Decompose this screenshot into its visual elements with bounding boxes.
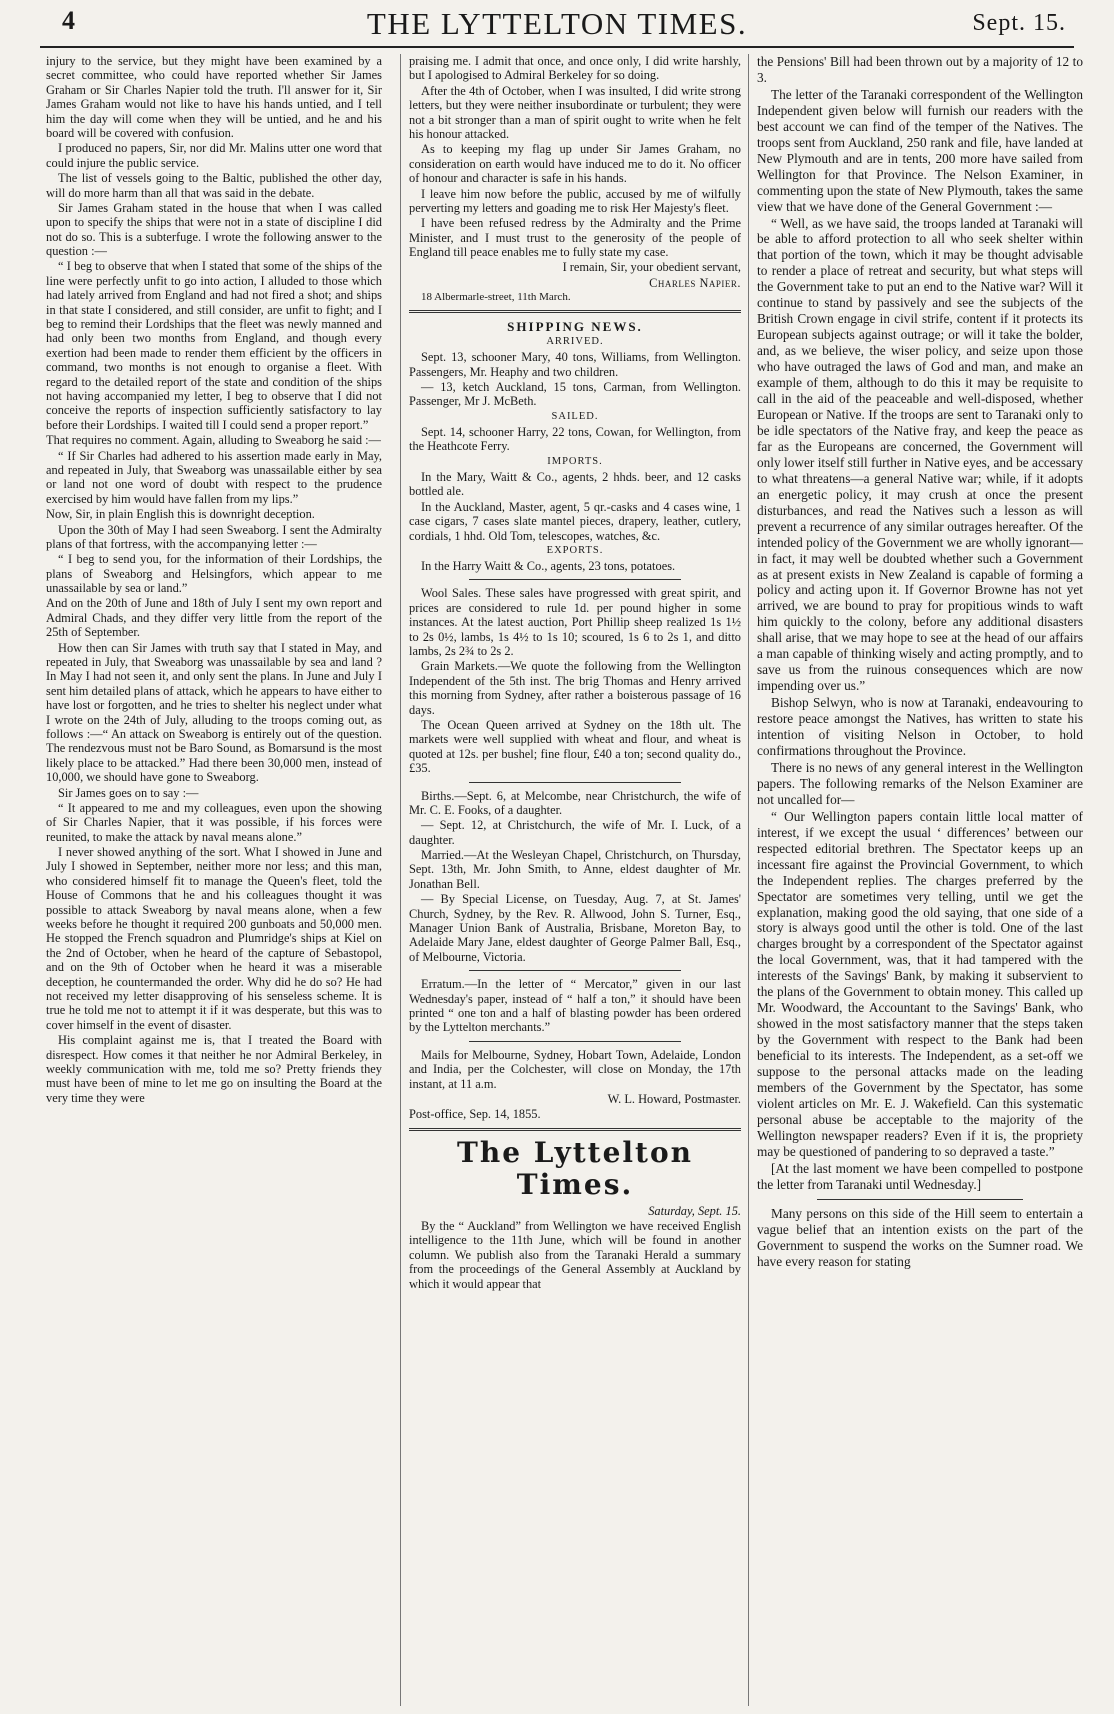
paragraph: [At the last moment we have been compelled to postpone the letter from Taranaki until Wednesday.]	[757, 1160, 1083, 1192]
page-header	[40, 6, 1074, 48]
shipping-entry: In the Harry Waitt & Co., agents, 23 tons, potatoes.	[421, 559, 676, 574]
letter-signature: Charles Napier.	[649, 275, 741, 290]
paragraph: I leave him now before the public, accused by me of wilfully perverting my letters and goading me to risk Her Majesty's fleet.	[409, 186, 741, 215]
shipping-entry: Sept. 13, schooner Mary, 40 tons, Williams, from Wellington. Passengers, Mr. Heaphy and two children.	[409, 350, 741, 379]
column-1	[46, 54, 382, 1706]
column-3	[748, 54, 1083, 1706]
paragraph: injury to the service, but they might have been examined by a secret committee, who could have reported whether Sir James Graham or Sir Charles Napier told the truth. I'll answer for it, Sir James Graham would not like to have his hands untied, and I tell him the day will come when they will be untied, and he and his board will be covered with confusion.	[46, 54, 382, 140]
paragraph: “ It appeared to me and my colleagues, even upon the showing of Sir Charles Napier, that it was possible, if his forces were reunited, to make the attack by naval means alone.”	[46, 800, 382, 844]
paragraph: How then can Sir James with truth say that I stated in May, and repeated in July, that Sweaborg was unassailable by sea and land ? In May I had not seen it, and only sent the plans. In June and July I sent him detailed plans of attack, which he appears to have either to have lost or forgotten, and he tries to shelter his neglect under what I wrote on the 24th of July, alluding to the troops coming out, as follows :—“ An attack on Sweaborg is entirely out of the question. The rendezvous must not be Baro Sound, as Bomarsund is the most likely place to be attacked.” Had there been 30,000 men, instead of 10,000, we should have gone to Sweaborg.	[46, 640, 382, 785]
notice: — By Special License, on Tuesday, Aug. 7, at St. James' Church, Sydney, by the Rev. R. Allwood, John S. Turner, Esq., Manager Union Bank of Australia, Brisbane, Moreton Bay, to Adelaide Mary Jane, eldest daughter of George Palmer Ball, Esq., of Melbourne, Victoria.	[409, 892, 741, 964]
arrived-subhead: ARRIVED.	[546, 336, 604, 348]
editorial-paragraph: By the “ Auckland” from Wellington we have received English intelligence to the 11th June, which will be found in another column. We publish also from the Taranaki Herald a summary from the proceedings of the General Assembly at Auckland by which it would appear that	[409, 1219, 741, 1291]
paragraph: the Pensions' Bill had been thrown out by a majority of 12 to 3.	[757, 54, 1083, 85]
notice: Grain Markets.—We quote the following from the Wellington Independent of the 5th inst. The brig Thomas and Henry arrived this morning from Sydney, after rather a boisterous passage of 16 days.	[409, 659, 741, 717]
divider	[469, 1041, 681, 1042]
divider	[409, 1128, 741, 1131]
notice: Married.—At the Wesleyan Chapel, Christchurch, on Thursday, Sept. 13th, Mr. John Smith, to Anne, eldest daughter of Mr. Jonathan Bell.	[409, 848, 741, 891]
notice: Wool Sales. These sales have progressed with great spirit, and prices are considered to rule 1d. per pound higher in some instances. At the latest auction, Port Phillip sheep realized 1s 1½ to 2s 0½, lambs, 1s 4½ to 1s 10; scoured, 1s 6 to 2s 1, and ditto lambs, 2s 2¾ to 2s 2.	[409, 586, 741, 659]
paragraph: Many persons on this side of the Hill seem to entertain a vague belief that an intention exists on the part of the Government to suspend the works on the Sumner road. We have every reason for stating	[757, 1205, 1083, 1269]
divider	[469, 970, 681, 971]
paragraph: “ I beg to observe that when I stated that some of the ships of the line were perfectly unfit to go into action, I alluded to those which had lately arrived from England and had not fired a shot; and ships in that state I considered, and still consider, are unfit to fight; and I beg to remind their Lordships that the fleet was newly manned and had only been two months from England, and though every exertion had been made to render them efficient by the officers in command, two months is not enough to organise a fleet. With regard to the detailed report of the state and condition of the ships not having accompanied my letter, I beg to observe that I did not conceive the reports of inspection sufficiently satisfactory to lay before their Lordships. I waited till I could send a proper report.”	[46, 259, 382, 432]
paragraph: Now, Sir, in plain English this is downright deception.	[46, 507, 315, 522]
column-2	[400, 54, 741, 1706]
paragraph: “ Our Wellington papers contain little local matter of interest, if we except the usual ‘ differences’ between our respected editorial brethren. The Spectator keeps up an incessant fire against the Provincial Government, to which the Independent replies. The charges preferred by the Spectator are sometimes very telling, until we get the explanation, making good the old saying, that one side of a story is always good until the other is told. One of the last charges brought by a correspondent of the Spectator against the local Government, was, that it had tampered with the interests of the Savings' Bank, by making it subservient to the plans of the Government to obtain money. This called up Mr. Woodward, the Accountant to the Savings' Bank, who showed in the most satisfactory manner that the steps taken by the Government with respect to the Bank had been beneficial to its interests. The Independent, as a set-off we suppose to the personal attacks made on the leading members of the Government by the Spectator, has some violent articles on Mr. E. J. Wakefield. Can this systematic personal abuse be acceptable to the majority of the Wellington newspaper readers? Even if it is, the propriety may be questioned of pandering to so depraved a taste.”	[757, 808, 1083, 1159]
paragraph: There is no news of any general interest in the Wellington papers. The following remarks of the Nelson Examiner are not uncalled for—	[757, 759, 1083, 807]
paragraph: As to keeping my flag up under Sir James Graham, no consideration on earth would have induced me to do it. No officer of honour and character is safe in his hands.	[409, 142, 741, 186]
paragraph: I have been refused redress by the Admiralty and the Prime Minister, and I must trust to the generosity of the people of England till peace enables me to fully state my case.	[409, 216, 741, 260]
shipping-entry: — 13, ketch Auckland, 15 tons, Carman, from Wellington. Passenger, Mr J. McBeth.	[409, 380, 741, 409]
page-date: Sept. 15.	[972, 10, 1066, 36]
editorial-date: Saturday, Sept. 15.	[648, 1203, 741, 1218]
shipping-news-title: SHIPPING NEWS.	[507, 319, 643, 334]
notice: The Ocean Queen arrived at Sydney on the 18th ult. The markets were well supplied with wheat and flour, and wheat is quoted at 12s. per bushel; fine flour, £40 a ton; second quality do., £35.	[409, 717, 741, 776]
paragraph: I produced no papers, Sir, nor did Mr. Malins utter one word that could injure the public service.	[46, 141, 382, 170]
divider	[817, 1199, 1023, 1200]
imports-subhead: IMPORTS.	[547, 455, 603, 467]
notice: Erratum.—In the letter of “ Mercator,” given in our last Wednesday's paper, instead of “ half a ton,” it should have been printed “ one ton and a half of blasting powder has been ordered by the Lyttelton merchants.”	[409, 977, 741, 1035]
paragraph: “ Well, as we have said, the troops landed at Taranaki will be able to afford protection to all who seek shelter within that portion of the town, which it may be thought advisable to render a place of retreat and security, but what steps will the Government take to put an end to the Native war? Will it continue to stand by passively and see the subjects of the British Crown engage in civil strife, content if it protects its European subjects against outrage; or will it take the bolder, and, as we believe, the wiser policy, and seize upon those who have outraged the laws of God and man, and make an example of them, although to do this it may be requisite to call in the aid of the peaceable and well-disposed, whether European or Native. If the troops are sent to Taranaki only to be idle spectators of the Native fray, and keep the peace as far as the Europeans are concerned, the Government will only lower itself still further in Native eyes, and be accessary to what threatens—a general Native war; while, if it adopts an energetic policy, it may crush at once the present disturbances, and read the Natives such a lesson as will prevent a recurrence of any similar outrages hereafter. Of the intended policy of the Government we are wholly ignorant—in fact, it may well be doubted whether such a Government as at present exists in New Zealand is capable of forming a policy and acting upon it. If Governor Browne has not yet arrived, we are bound to pray for propitious winds to waft him quickly to the colony, before any additional disasters shall arise, that we may hope to see at the head of our affairs a man capable of thinking wisely and acting promptly, and to save us from the ruinous consequences which are now impending over us.”	[757, 215, 1083, 694]
postmaster-office: Post-office, Sep. 14, 1855.	[409, 1107, 541, 1122]
page-number: 4	[62, 6, 75, 35]
divider	[409, 310, 741, 313]
paragraph: Sir James Graham stated in the house that when I was called upon to specify the ships that were not in a state of discipline I did not do so. This is a subterfuge. I wrote the following answer to the question :—	[46, 200, 382, 259]
postmaster-name: W. L. Howard, Postmaster.	[607, 1091, 741, 1106]
shipping-entry: In the Auckland, Master, agent, 5 qr.-casks and 4 cases wine, 1 case cigars, 7 cases slate mantel pieces, drapery, leather, cutlery, cordials, 1 hhd. Old Tom, telescopes, watches, &c.	[409, 499, 741, 543]
paragraph: “ If Sir Charles had adhered to his assertion made early in May, and repeated in July, that Sweaborg was unassailable either by sea or land not one word of doubt with respect to the prudence exercised by him would have fallen from my lips.”	[46, 448, 382, 506]
editorial-masthead: The Lyttelton Times.	[457, 1135, 693, 1202]
paragraph: The list of vessels going to the Baltic, published the other day, will do more harm than all that was said in the debate.	[46, 171, 382, 200]
shipping-entry: Sept. 14, schooner Harry, 22 tons, Cowan, for Wellington, from the Heathcote Ferry.	[409, 424, 741, 454]
newspaper-title: THE LYTTELTON TIMES.	[366, 6, 748, 41]
paragraph: The letter of the Taranaki correspondent of the Wellington Independent given below will furnish our readers with the best account we can find of the temper of the Natives. The troops sent from Auckland, 250 rank and file, have landed at New Plymouth and are in tents, 200 more have sailed from Wellington for that Province. The Nelson Examiner, in commenting upon the state of New Plymouth, takes the same view that we have done of the General Government :—	[757, 86, 1083, 214]
paragraph: Upon the 30th of May I had seen Sweaborg. I sent the Admiralty plans of that fortress, with the accompanying letter :—	[46, 522, 382, 551]
paragraph: And on the 20th of June and 18th of July I sent my own report and Admiral Chads, and they differ very little from the report of the 25th of September.	[46, 596, 382, 640]
sailed-subhead: SAILED.	[551, 410, 599, 422]
paragraph: “ I beg to send you, for the information of their Lordships, the plans of Sweaborg and Helsingfors, which appear to me unassailable by sea or land.”	[46, 552, 382, 596]
paragraph: Sir James goes on to say :—	[58, 785, 199, 800]
paragraph: That requires no comment. Again, alluding to Sweaborg he said :—	[46, 433, 381, 448]
letter-location: 18 Albermarle-street, 11th March.	[421, 291, 571, 304]
notice: — Sept. 12, at Christchurch, the wife of Mr. I. Luck, of a daughter.	[409, 818, 741, 847]
paragraph: After the 4th of October, when I was insulted, I did write strong letters, but they were neither insubordinate or turbulent; they were not a bit stronger than a man of spirit ought to write when he felt his honour attacked.	[409, 83, 741, 141]
paragraph: Bishop Selwyn, who is now at Taranaki, endeavouring to restore peace amongst the Natives, has written to state his intention of visiting Nelson in October, to hold confirmations throughout the Province.	[757, 695, 1083, 758]
exports-subhead: EXPORTS.	[546, 544, 604, 556]
divider	[469, 579, 681, 580]
divider	[469, 782, 681, 783]
paragraph: His complaint against me is, that I treated the Board with disrespect. How comes it that neither he nor Admiral Berkeley, in weekly communication with me, told me so? Pretty friends they must have been of mine to let me go on insulting the Board at the very time they were	[46, 1033, 382, 1105]
paragraph: I never showed anything of the sort. What I showed in June and July I showed in September, neither more nor less; and this man, who considered himself fit to manage the Queen's fleet, told the House of Commons that he and his colleagues thought it was possible to attack Sweaborg by naval means alone, when a few weeks before he thought it required 200 gunboats and 50,000 men. He stopped the French squadron and Plumridge's ships at Kiel on the 2nd of October, when he heard of the capture of Sebastopol, and on the 9th of October when he heard it was a miserable deception, he countermanded the order. Why did he do so? He had not received my letter disapproving of his senseless scheme. It is true he told me not to attempt it if it was desperate, but this was to cover himself in the event of disaster.	[46, 845, 382, 1032]
shipping-entry: In the Mary, Waitt & Co., agents, 2 hhds. beer, and 12 casks bottled ale.	[409, 469, 741, 499]
letter-signoff: I remain, Sir, your obedient servant,	[562, 260, 741, 275]
paragraph: praising me. I admit that once, and once only, I did write harshly, but I apologised to Admiral Berkeley for so doing.	[409, 54, 741, 83]
notice: Births.—Sept. 6, at Melcombe, near Christchurch, the wife of Mr. C. E. Fooks, of a daughter.	[409, 788, 741, 817]
notice: Mails for Melbourne, Sydney, Hobart Town, Adelaide, London and India, per the Colchester, will close on Monday, the 17th instant, at 11 a.m.	[409, 1047, 741, 1091]
